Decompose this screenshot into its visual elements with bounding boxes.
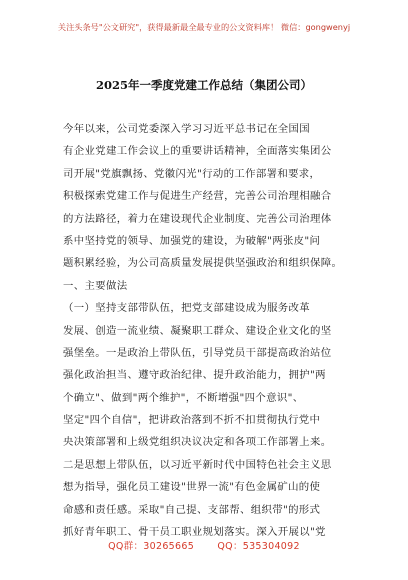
- body-line: 强堡垒。一是政治上带队伍，引导党员干部提高政治站位: [63, 346, 332, 359]
- footer-contact: [0, 538, 408, 552]
- body-line: 央决策部署和上级党组织决议决定和各项工作部署上来。: [63, 436, 332, 449]
- body-line: （一）坚持支部带队伍，把党支部建设成为服务改革: [63, 302, 311, 315]
- body-line: 二是思想上带队伍，以习近平新时代中国特色社会主义思: [63, 458, 332, 471]
- body-line: 抓好青年职工、骨干员工职业规划落实。深入开展以"党: [63, 526, 326, 539]
- document-body: [63, 118, 351, 543]
- body-line: 发展、创造一流业绩、凝聚职工群众、建设企业文化的坚: [63, 324, 332, 337]
- section-heading: 一、主要做法: [63, 279, 128, 292]
- body-line: 司开展"党旗飘扬、党徽闪光"行动的工作部署和要求，: [63, 167, 321, 180]
- body-line: 强化政治担当、遵守政治纪律、提升政治能力，拥护"两: [63, 369, 326, 382]
- body-line: 的方法路径，着力在建设现代企业制度、完善公司治理体: [63, 212, 332, 225]
- document-title: 2025年一季度党建工作总结（集团公司）: [95, 78, 312, 92]
- body-line: 有企业党建工作会议上的重要讲话精神，全面落实集团公: [63, 145, 332, 158]
- body-line: 个确立"、做到"两个维护"，不断增强"四个意识"、: [63, 391, 304, 404]
- footer-qq-number: QQ：535304092: [217, 541, 300, 552]
- body-line: 系中坚持党的领导、加强党的建设，为破解"两张皮"问: [63, 234, 321, 247]
- header-promo-note: 关注头条号"公文研究"，获得最新最全最专业的公文资料库！ 微信：gongwenyj: [57, 22, 351, 32]
- footer-qq-group: QQ群：30265665: [108, 541, 195, 552]
- body-line: 坚定"四个自信"，把讲政治落到不折不扣贯彻执行党中: [63, 414, 321, 427]
- body-line: 积极探索党建工作与促进生产经营，完善公司治理相融合: [63, 190, 332, 203]
- body-line: 想为指导，强化员工建设"世界一流"有色金属矿山的使: [63, 481, 321, 494]
- body-line: 题积累经验，为公司高质量发展提供坚强政治和组织保障。: [63, 257, 343, 270]
- body-line: 今年以来，公司党委深入学习习近平总书记在全国国: [63, 123, 311, 135]
- body-line: 命感和责任感。采取"自己提、支部帮、组织带"的形式: [63, 503, 321, 516]
